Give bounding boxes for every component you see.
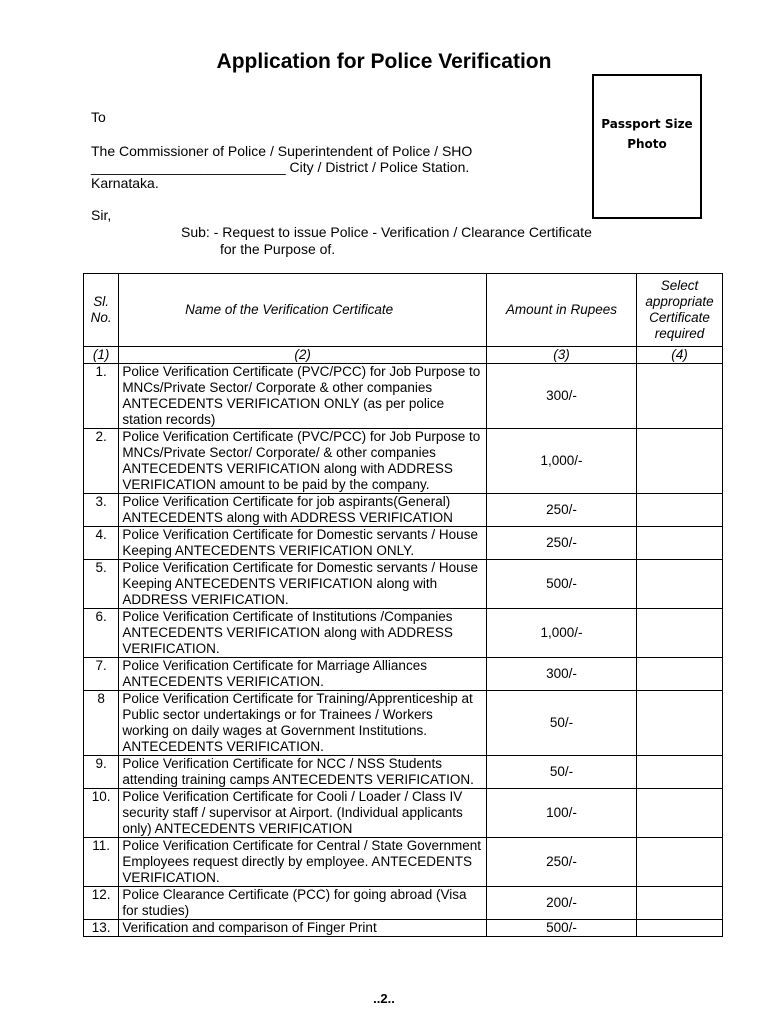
row-select-cell[interactable] [636,609,722,658]
row-amount: 1,000/- [486,429,636,494]
row-sl-no: 4. [84,527,119,560]
table-row [84,560,723,609]
table-row [84,691,723,756]
row-select-cell[interactable] [636,429,722,494]
row-sl-no: 6. [84,609,119,658]
row-amount: 1,000/- [486,609,636,658]
row-certificate-name: Police Verification Certificate for Central / State Government Employees request directly by employee. ANTECEDENTS VERIFICATION. [119,838,487,887]
row-amount: 300/- [486,658,636,691]
row-amount: 200/- [486,887,636,920]
row-certificate-name: Police Verification Certificate for Cooli / Loader / Class IV security staff / supervisor at Airport. (Individual applicants only) ANTECEDENTS VERIFICATION [119,789,487,838]
row-certificate-name: Police Verification Certificate for Marriage Alliances ANTECEDENTS VERIFICATION. [119,658,487,691]
page-marker: ..2.. [373,991,395,1006]
column-index: (2) [119,347,487,364]
table-row [84,609,723,658]
row-sl-no: 5. [84,560,119,609]
row-select-cell[interactable] [636,756,722,789]
header-amount: Amount in Rupees [486,274,636,347]
row-sl-no: 1. [84,364,119,429]
row-select-cell[interactable] [636,920,722,937]
row-select-cell[interactable] [636,658,722,691]
row-certificate-name: Police Verification Certificate for Domestic servants / House Keeping ANTECEDENTS VERIFICATION ONLY. [119,527,487,560]
row-sl-no: 3. [84,494,119,527]
table-row [84,364,723,429]
photo-label-line1: Passport Size [601,117,693,131]
certificate-table [83,273,723,937]
table-header-row [84,274,723,347]
addressee-line2: _________________________ City / District / Police Station. [91,159,470,175]
table-row [84,838,723,887]
row-select-cell[interactable] [636,789,722,838]
row-certificate-name: Police Verification Certificate for job aspirants(General) ANTECEDENTS along with ADDRESS VERIFICATION [119,494,487,527]
row-sl-no: 7. [84,658,119,691]
column-index: (4) [636,347,722,364]
row-sl-no: 9. [84,756,119,789]
row-select-cell[interactable] [636,364,722,429]
row-amount: 250/- [486,494,636,527]
column-index: (3) [486,347,636,364]
row-sl-no: 12. [84,887,119,920]
header-certificate-name: Name of the Verification Certificate [119,274,487,347]
row-certificate-name: Police Verification Certificate for Domestic servants / House Keeping ANTECEDENTS VERIFICATION along with ADDRESS VERIFICATION. [119,560,487,609]
row-amount: 250/- [486,527,636,560]
row-certificate-name: Police Verification Certificate of Institutions /Companies ANTECEDENTS VERIFICATION along with ADDRESS VERIFICATION. [119,609,487,658]
row-select-cell[interactable] [636,887,722,920]
passport-photo-box [592,74,702,219]
photo-label-line2: Photo [627,137,667,151]
row-certificate-name: Police Verification Certificate (PVC/PCC) for Job Purpose to MNCs/Private Sector/ Corporate/ & other companies ANTECEDENTS VERIFICATION along with ADDRESS VERIFICATION amount to be paid by the company. [119,429,487,494]
row-sl-no: 10. [84,789,119,838]
to-label: To [91,109,106,125]
subject-line1: Sub: - Request to issue Police - Verification / Clearance Certificate [181,224,592,240]
document-title: Application for Police Verification [216,50,552,73]
header-select: Select appropriate Certificate required [636,274,722,347]
table-row [84,429,723,494]
row-amount: 50/- [486,756,636,789]
row-amount: 250/- [486,838,636,887]
salutation: Sir, [91,207,112,223]
table-row [84,887,723,920]
row-certificate-name: Police Verification Certificate for Training/Apprenticeship at Public sector undertakings or for Trainees / Workers working on daily wages at Government Institutions. ANTECEDENTS VERIFICATION. [119,691,487,756]
row-amount: 300/- [486,364,636,429]
row-certificate-name: Verification and comparison of Finger Print [119,920,487,937]
table-row [84,789,723,838]
row-amount: 50/- [486,691,636,756]
table-row [84,494,723,527]
row-certificate-name: Police Clearance Certificate (PCC) for going abroad (Visa for studies) [119,887,487,920]
row-sl-no: 11. [84,838,119,887]
addressee: The Commissioner of Police / Superintendent of Police / SHO [91,143,473,159]
row-select-cell[interactable] [636,494,722,527]
table-row [84,658,723,691]
subject-line2: for the Purpose of. [220,241,336,257]
header-sl-no: Sl. No. [84,274,119,347]
row-certificate-name: Police Verification Certificate (PVC/PCC) for Job Purpose to MNCs/Private Sector/ Corporate & other companies ANTECEDENTS VERIFICATION ONLY (as per police station records) [119,364,487,429]
row-select-cell[interactable] [636,560,722,609]
column-index: (1) [84,347,119,364]
column-index-row [84,347,723,364]
row-amount: 500/- [486,560,636,609]
row-sl-no: 13. [84,920,119,937]
row-amount: 500/- [486,920,636,937]
row-sl-no: 8 [84,691,119,756]
row-select-cell[interactable] [636,691,722,756]
row-select-cell[interactable] [636,838,722,887]
row-certificate-name: Police Verification Certificate for NCC / NSS Students attending training camps ANTECEDENTS VERIFICATION. [119,756,487,789]
state: Karnataka. [91,175,159,191]
row-select-cell[interactable] [636,527,722,560]
table-row [84,920,723,937]
row-amount: 100/- [486,789,636,838]
table-row [84,756,723,789]
row-sl-no: 2. [84,429,119,494]
table-row [84,527,723,560]
